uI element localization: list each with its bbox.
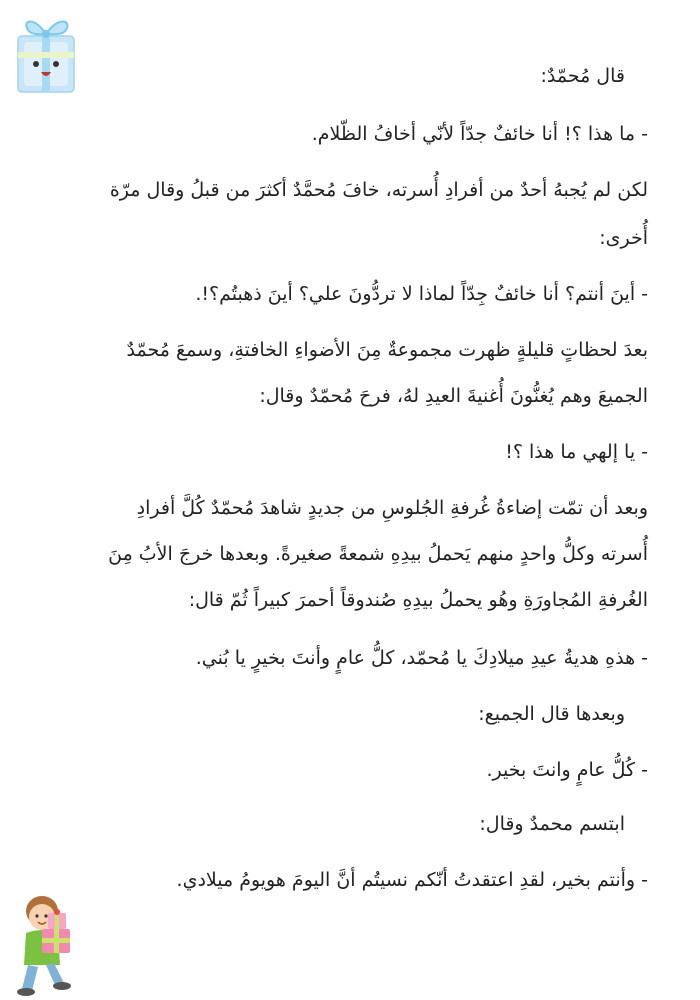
narration-line-7: ابتسم محمدٌ وقال: (479, 813, 625, 835)
intro-line: قال مُحمّدٌ: (540, 65, 625, 87)
paragraph-2-line-2: الجميعَ وهم يُغنُّونَ أُغنيةَ العيدِ لهُ، فرحَ مُحمّدٌ وقال: (259, 385, 648, 407)
dialogue-line-2: - أينَ أنتم؟ أنا خائفٌ جِدّاً لماذا لا تردُّونَ علي؟ أينَ ذهبتُم؟!. (195, 283, 648, 305)
dialogue-line-8: - وأنتم بخير، لقدِ اعتقدتُ أنّكم نسيتُم أنَّ اليومَ هويومُ ميلادي. (176, 869, 648, 891)
paragraph-3-line-3: الغُرفةِ المُجاورَةِ وهُو يحملُ بيدِهِ صُندوقاً أحمرَ كبيراً ثُمّ قال: (188, 589, 648, 611)
paragraph-1-line-1: لكن لم يُجبهُ أحدٌ من أفرادِ أُسرته، خافَ مُحمَّدٌ أكثرَ من قبلُ وقال مرّة (109, 179, 648, 201)
paragraph-1-line-2: أُخرى: (599, 227, 648, 249)
narration-line-5: وبعدها قال الجميع: (478, 703, 625, 725)
dialogue-line-6: - كُلُّ عامٍ وانتَ بخير. (486, 759, 648, 781)
paragraph-3-line-2: أُسرته وكلُّ واحدٍ منهم يَحملُ بيدِهِ شمعةً صغيرةً. وبعدها خرجَ الأبُ مِنَ (108, 543, 648, 565)
paragraph-3-line-1: وبعد أن تمّت إضاءةُ غُرفةِ الجُلوسِ من جديدٍ شاهدَ مُحمّدٌ كُلَّ أفرادِ (136, 497, 648, 519)
boy-with-present-icon (12, 893, 84, 998)
dialogue-line-1: - ما هذا ؟! أنا خائفٌ جدّاً لأنّي أخافُ الظّلام. (311, 123, 648, 145)
dialogue-line-3: - يا إلهي ما هذا ؟! (505, 441, 648, 463)
dialogue-line-4: - هذهِ هديةُ عيدِ ميلادِكَ يا مُحمّد، كلُّ عامٍ وأنتَ بخيرٍ يا بُني. (195, 647, 648, 669)
paragraph-2-line-1: بعدَ لحظاتٍ قليلةٍ ظهرت مجموعةٌ مِنَ الأضواءِ الخافتةِ، وسمعَ مُحمّدٌ (126, 339, 648, 361)
